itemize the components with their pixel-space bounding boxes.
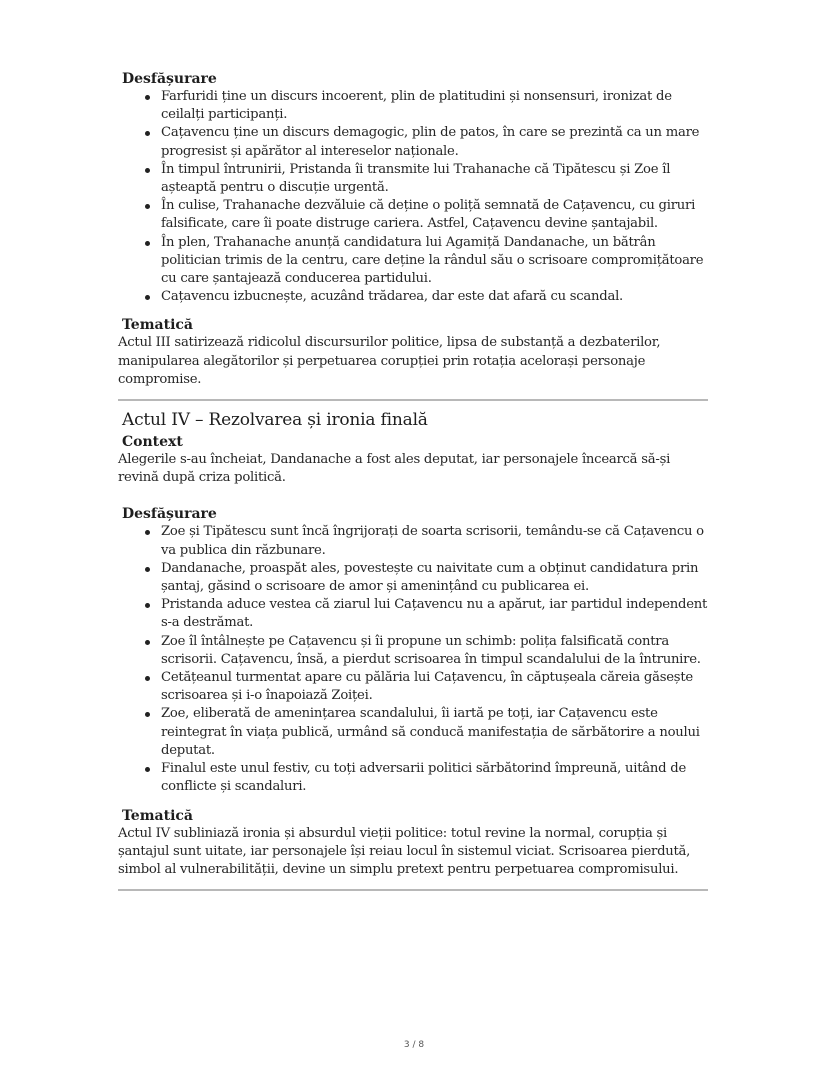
bullet-icon xyxy=(145,168,150,173)
act3-desfasurare-list xyxy=(118,88,708,306)
list-item xyxy=(118,596,708,632)
list-item xyxy=(118,669,708,705)
bullet-icon xyxy=(145,204,150,209)
list-item xyxy=(118,705,708,760)
list-item xyxy=(118,161,708,197)
list-item xyxy=(118,288,708,306)
list-item-text: Cațavencu ține un discurs demagogic, plin de patos, în care se prezintă ca un mare progresist și apărător al intereselor naționale. xyxy=(161,125,700,159)
act3-desfasurare-section xyxy=(118,70,708,306)
act4-title: Actul IV – Rezolvarea și ironia finală xyxy=(122,410,428,431)
list-item-text: Zoe îl întâlnește pe Cațavencu și îi propune un schimb: polița falsificată contra scrisorii. Cațavencu, însă, a pierdut scrisoarea în timpul scandalului de la întrunire. xyxy=(161,633,701,667)
act3-tematica-section xyxy=(118,316,708,389)
bullet-icon xyxy=(145,567,150,572)
section-divider xyxy=(118,889,708,891)
bullet-icon xyxy=(145,530,150,535)
list-item-text: În timpul întrunirii, Pristanda îi transmite lui Trahanache că Tipătescu și Zoe îl așteaptă pentru o discuție urgentă. xyxy=(161,161,671,196)
list-item xyxy=(118,88,708,124)
page-indicator: 3 / 8 xyxy=(403,1040,425,1050)
act4-tematica-text: Actul IV subliniază ironia și absurdul vieții politice: totul revine la normal, corupția și șantajul sunt uitate, iar personajele își reiau locul în sistemul viciat. Scrisoarea pierdută, simbol al vulnerabilității, devine un simplu pretext pentru perpetuarea compromisului. xyxy=(118,825,691,877)
list-item xyxy=(118,560,708,596)
bullet-icon xyxy=(145,95,150,100)
act3-desfasurare-heading: Desfășurare xyxy=(122,71,217,87)
list-item xyxy=(118,633,708,669)
list-item-text: Cațavencu izbucnește, acuzând trădarea, dar este dat afară cu scandal. xyxy=(161,289,623,305)
list-item xyxy=(118,197,708,233)
list-item xyxy=(118,124,708,160)
list-item xyxy=(118,523,708,559)
list-item-text: Zoe și Tipătescu sunt încă îngrijorați de soarta scrisorii, temându-se că Cațavencu o va publica din răzbunare. xyxy=(161,524,704,558)
bullet-icon xyxy=(145,640,150,645)
spacer xyxy=(118,497,708,505)
bullet-icon xyxy=(145,241,150,246)
act3-tematica-heading: Tematică xyxy=(122,317,193,334)
act4-desfasurare-section xyxy=(118,505,708,796)
list-item-text: Cetățeanul turmentat apare cu pălăria lui Cațavencu, în căptușeala căreia găsește scrisoarea și i-o înapoiază Zoiței. xyxy=(161,670,693,704)
act4-tematica-heading: Tematică xyxy=(122,807,193,824)
bullet-icon xyxy=(145,603,150,608)
list-item-text: În culise, Trahanache dezvăluie că deține o poliță semnată de Cațavencu, cu giruri falsificate, care îi poate distruge cariera. Astfel, Cațavencu devine șantajabil. xyxy=(161,198,696,232)
bullet-icon xyxy=(145,712,150,717)
bullet-icon xyxy=(145,767,150,772)
act4-desfasurare-heading: Desfășurare xyxy=(122,506,217,523)
act4-desfasurare-list xyxy=(118,523,708,796)
act4-context-text: Alegerile s-au încheiat, Dandanache a fost ales deputat, iar personajele încearcă să-și revină după criza politică. xyxy=(118,452,671,486)
list-item-text: Dandanache, proaspăt ales, povestește cu naivitate cum a obținut candidatura prin șantaj, găsind o scrisoare de amor și amenințând cu publicarea ei. xyxy=(161,560,699,595)
list-item xyxy=(118,234,708,289)
act3-tematica-text: Actul III satirizează ridicolul discursurilor politice, lipsa de substanță a dezbaterilor, manipularea alegătorilor și perpetuarea corupției prin rotația acelorași personaje compromise. xyxy=(118,335,661,387)
act4-context-section xyxy=(118,433,708,487)
document-page xyxy=(118,70,708,899)
section-divider xyxy=(118,399,708,401)
bullet-icon xyxy=(145,676,150,681)
bullet-icon xyxy=(145,131,150,136)
bullet-icon xyxy=(145,295,150,300)
list-item-text: În plen, Trahanache anunță candidatura lui Agamiță Dandanache, un bătrân politician trimis de la centru, care deține la rândul său o scrisoare compromițătoare cu care șantajează conducerea partidului. xyxy=(161,234,704,287)
act4-context-heading: Context xyxy=(122,434,183,451)
list-item-text: Pristanda aduce vestea că ziarul lui Cațavencu nu a apărut, iar partidul independent s-a destrămat. xyxy=(161,597,708,631)
list-item-text: Finalul este unul festiv, cu toți adversarii politici sărbătorind împreună, uitând de conflicte și scandaluri. xyxy=(161,761,687,795)
list-item-text: Zoe, eliberată de amenințarea scandalului, îi iartă pe toți, iar Cațavencu este reintegrat în viața publică, urmând să conducă manifestația de sărbătorire a noului deputat. xyxy=(161,706,700,758)
list-item xyxy=(118,760,708,796)
list-item-text: Farfuridi ține un discurs incoerent, plin de platitudini și nonsensuri, ironizat de ceilalți participanți. xyxy=(161,89,672,123)
act4-tematica-section xyxy=(118,807,708,880)
